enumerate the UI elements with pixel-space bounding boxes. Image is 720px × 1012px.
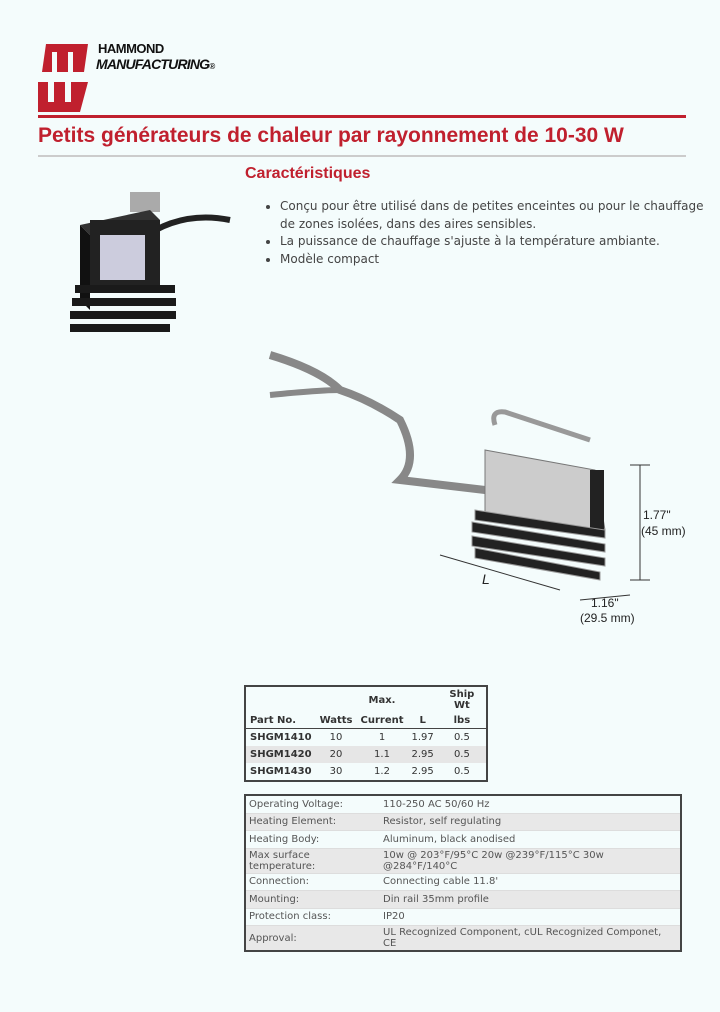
col-header: Part No. (245, 713, 316, 729)
dimension-drawing (260, 340, 700, 640)
brand-line2: MANUFACTURING (96, 56, 210, 72)
col-header: Current (357, 713, 408, 729)
spec-row (245, 831, 681, 849)
brand-line1: HAMMOND (98, 41, 164, 56)
spec-value: Connecting cable 11.8' (380, 873, 681, 891)
spec-label: Approval: (245, 926, 380, 952)
table-cell: 1.1 (374, 749, 390, 760)
features-heading: Caractéristiques (245, 165, 371, 182)
spec-value: IP20 (380, 908, 681, 926)
table-cell: 10 (329, 732, 343, 743)
registered-mark: ® (209, 62, 215, 71)
spec-value: Resistor, self regulating (380, 813, 681, 831)
length-label: L (482, 571, 490, 587)
spec-value: Aluminum, black anodised (380, 831, 681, 849)
table-cell: 0.5 (453, 749, 470, 760)
spec-row (245, 873, 681, 891)
table-cell: 0.5 (453, 732, 470, 743)
height-mm-label: (45 mm) (641, 524, 686, 538)
spec-row (245, 848, 681, 873)
spec-label: Max surface temperature: (245, 848, 380, 873)
spec-row (245, 813, 681, 831)
spec-row (245, 926, 681, 952)
specs-table (244, 794, 682, 952)
table-row (245, 746, 487, 763)
table-cell: SHGM1430 (250, 766, 312, 777)
width-mm-label: (29.5 mm) (580, 611, 635, 625)
spec-row (245, 795, 681, 813)
col-header: lbs (438, 713, 487, 729)
table-cell: 2.95 (411, 749, 434, 760)
header-bar (38, 115, 686, 118)
feature-item: • Modèle compact (280, 251, 710, 269)
col-header (316, 686, 357, 713)
table-cell: 1.2 (374, 766, 390, 777)
table-cell: 30 (329, 766, 343, 777)
spec-label: Heating Element: (245, 813, 380, 831)
spec-label: Mounting: (245, 891, 380, 909)
table-cell: 1 (378, 732, 386, 743)
table-cell: SHGM1420 (250, 749, 312, 760)
col-header: Ship Wt (449, 689, 475, 711)
spec-row (245, 908, 681, 926)
features-list (262, 198, 710, 268)
table-cell: 20 (329, 749, 343, 760)
parts-table (244, 685, 488, 782)
spec-row (245, 891, 681, 909)
spec-value: 110-250 AC 50/60 Hz (380, 795, 681, 813)
col-header: Max. (368, 694, 396, 706)
table-row (245, 763, 487, 781)
table-cell: 2.95 (411, 766, 434, 777)
spec-label: Operating Voltage: (245, 795, 380, 813)
product-photo (60, 180, 240, 340)
spec-label: Connection: (245, 873, 380, 891)
col-header: Watts (316, 713, 357, 729)
spec-label: Heating Body: (245, 831, 380, 849)
table-cell: 0.5 (453, 766, 470, 777)
divider (38, 155, 686, 157)
width-inch-label: 1.16" (591, 596, 619, 610)
table-cell: SHGM1410 (250, 732, 312, 743)
feature-item: • Conçu pour être utilisé dans de petites enceintes ou pour le chauffage de zones isolées, dans des aires sensibles. (280, 198, 710, 233)
col-header (408, 686, 438, 713)
table-row (245, 729, 487, 747)
spec-value: 10w @ 203°F/95°C 20w @239°F/115°C 30w @284°F/140°C (380, 848, 681, 873)
page-title: Petits générateurs de chaleur par rayonnement de 10-30 W (38, 124, 624, 147)
height-inch-label: 1.77" (643, 508, 671, 522)
logo (38, 42, 88, 118)
col-header: L (408, 713, 438, 729)
hammond-logo-icon (38, 42, 88, 114)
table-cell: 1.97 (411, 732, 434, 743)
feature-item: • La puissance de chauffage s'ajuste à la température ambiante. (280, 233, 710, 251)
spec-label: Protection class: (245, 908, 380, 926)
spec-value: Din rail 35mm profile (380, 891, 681, 909)
col-header (245, 686, 316, 713)
spec-value: UL Recognized Component, cUL Recognized Componet, CE (380, 926, 681, 952)
